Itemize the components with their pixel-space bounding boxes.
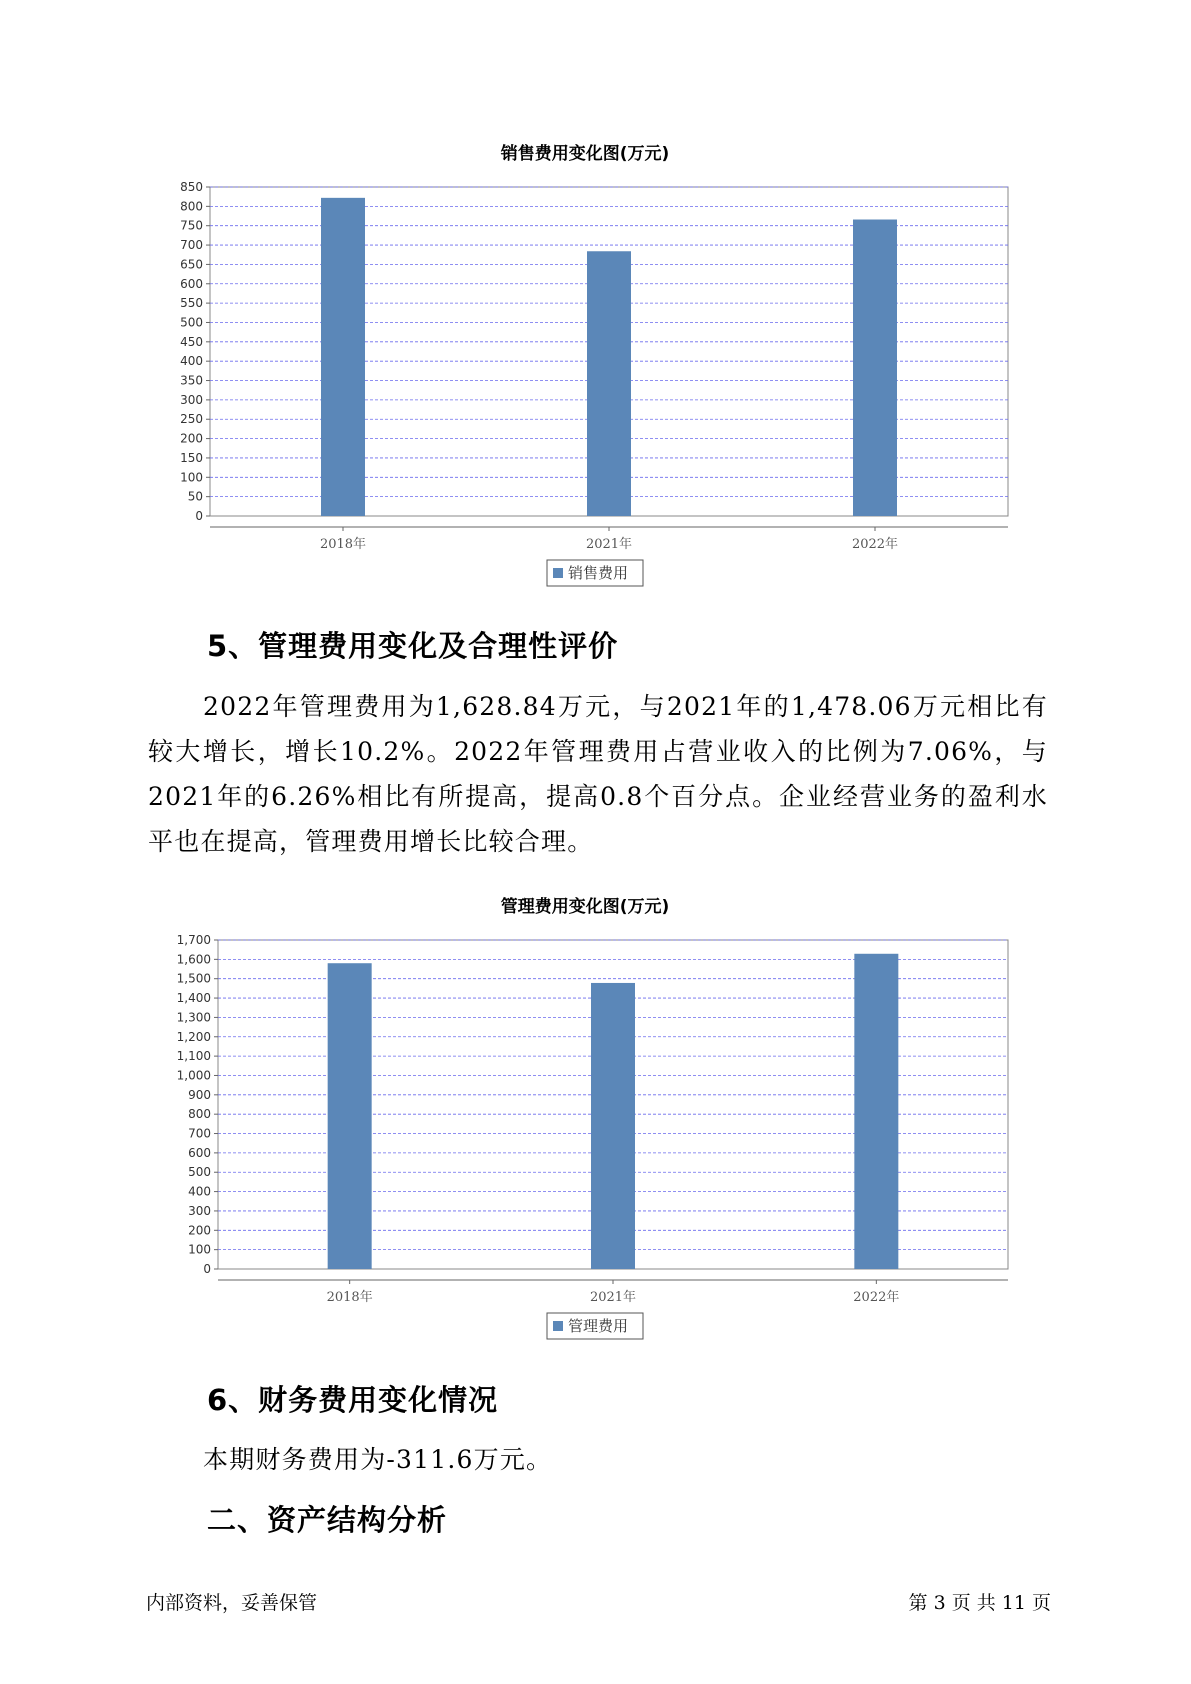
x-tick-label: 2021年	[589, 1290, 637, 1305]
y-tick-label: 600	[180, 276, 203, 291]
y-tick-label: 1,300	[176, 1010, 211, 1025]
legend-swatch	[553, 1321, 563, 1331]
footer-page-number: 第 3 页 共 11 页	[908, 1592, 1051, 1614]
y-tick-label: 100	[180, 470, 203, 485]
y-tick-label: 1,100	[176, 1049, 211, 1064]
chart-title: 管理费用变化图(万元)	[500, 897, 670, 917]
chart-svg	[150, 893, 1020, 1353]
asset-structure-heading: 二、资产结构分析	[207, 1503, 448, 1537]
management-expense-chart	[150, 893, 1020, 1353]
y-tick-label: 650	[180, 257, 203, 272]
bar-2021年	[591, 983, 635, 1269]
section-6-heading: 6、财务费用变化情况	[207, 1383, 499, 1417]
y-tick-label: 400	[180, 354, 203, 369]
x-tick-label: 2018年	[319, 537, 367, 552]
chart-title: 销售费用变化图(万元)	[500, 144, 670, 164]
legend-label: 销售费用	[568, 564, 629, 582]
bar-2021年	[587, 251, 631, 516]
bar-2022年	[854, 954, 898, 1269]
y-tick-label: 600	[188, 1145, 211, 1160]
sales-expense-chart	[150, 140, 1020, 600]
bar-2018年	[328, 963, 372, 1269]
y-tick-label: 250	[180, 412, 203, 427]
y-tick-label: 1,200	[176, 1029, 211, 1044]
x-tick-label: 2022年	[851, 537, 899, 552]
y-tick-label: 850	[180, 180, 203, 194]
bar-2022年	[853, 220, 897, 516]
y-tick-label: 1,400	[176, 991, 211, 1006]
y-tick-label: 1,700	[176, 933, 211, 947]
x-tick-label: 2021年	[585, 537, 633, 552]
y-tick-label: 800	[180, 199, 203, 214]
y-tick-label: 150	[180, 450, 203, 465]
y-tick-label: 300	[188, 1203, 211, 1218]
y-tick-label: 50	[187, 489, 203, 504]
footer-confidential-note: 内部资料，妥善保管	[146, 1592, 318, 1614]
y-tick-label: 550	[180, 296, 203, 311]
section-5-heading: 5、管理费用变化及合理性评价	[207, 629, 619, 663]
y-tick-label: 500	[180, 315, 203, 330]
y-tick-label: 300	[180, 392, 203, 407]
y-tick-label: 1,600	[176, 952, 211, 967]
x-tick-label: 2018年	[326, 1290, 373, 1305]
x-tick-label: 2022年	[853, 1290, 900, 1305]
y-tick-label: 200	[188, 1223, 211, 1238]
y-tick-label: 200	[180, 431, 203, 446]
y-tick-label: 700	[180, 238, 203, 253]
y-tick-label: 400	[188, 1184, 211, 1199]
y-tick-label: 350	[180, 373, 203, 388]
bar-2018年	[321, 198, 365, 516]
y-tick-label: 700	[188, 1126, 211, 1141]
y-tick-label: 1,000	[176, 1068, 211, 1083]
legend-swatch	[553, 568, 563, 578]
legend-label: 管理费用	[568, 1317, 629, 1335]
y-tick-label: 1,500	[176, 971, 211, 986]
y-tick-label: 100	[188, 1242, 211, 1257]
y-tick-label: 500	[188, 1165, 211, 1180]
section-5-body: 2022年管理费用为1,628.84万元，与2021年的1,478.06万元相比有较大增长，增长10.2%。2022年管理费用占营业收入的比例为7.06%，与2021年的6.26%相比有所提高，提高0.8个百分点。企业经营业务的盈利水平也在提高，管理费用增长比较合理。	[148, 692, 1048, 856]
y-tick-label: 0	[203, 1262, 211, 1276]
y-tick-label: 900	[188, 1087, 211, 1102]
y-tick-label: 800	[188, 1107, 211, 1122]
y-tick-label: 0	[195, 509, 203, 523]
y-tick-label: 750	[180, 218, 203, 233]
chart-svg	[150, 140, 1020, 600]
y-tick-label: 450	[180, 334, 203, 349]
section-6-body: 本期财务费用为-311.6万元。	[203, 1445, 553, 1474]
